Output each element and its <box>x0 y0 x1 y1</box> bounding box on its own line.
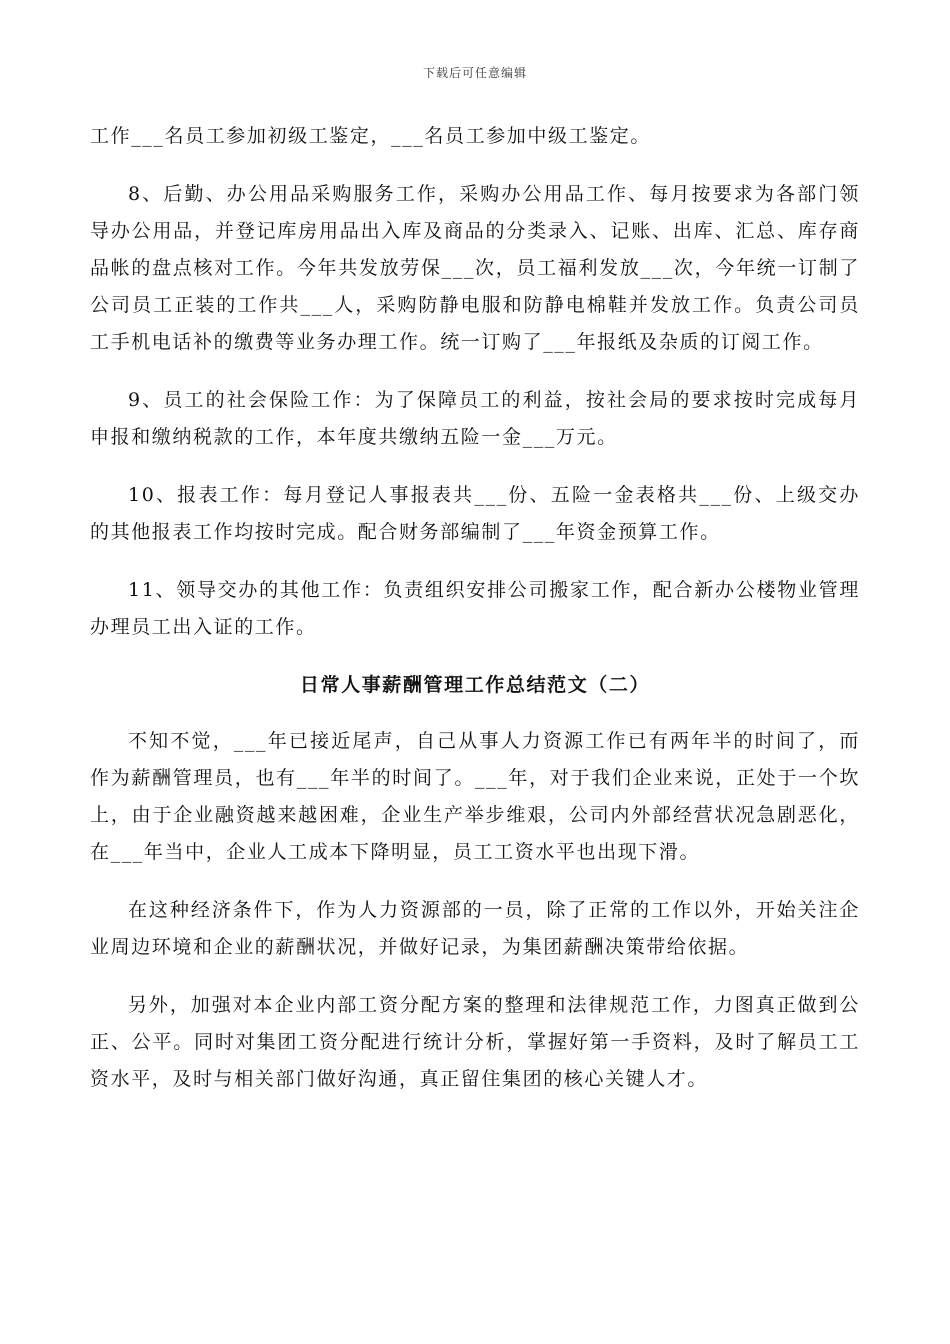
paragraph-item-8: 8、后勤、办公用品采购服务工作，采购办公用品工作、每月按要求为各部门领导办公用品，并登记库房用品出入库及商品的分类录入、记账、出库、汇总、库存商品帐的盘点核对工作。今年共发放劳保___次，员工福利发放___次，今年统一订制了公司员工正装的工作共___人，采购防静电服和防静电棉鞋并发放工作。负责公司员工手机电话补的缴费等业务办理工作。统一订购了___年报纸及杂质的订阅工作。 <box>90 183 860 353</box>
section-paragraph-2: 在这种经济条件下，作为人力资源部的一员，除了正常的工作以外，开始关注企业周边环境和企业的薪酬状况，并做好记录，为集团薪酬决策带给依据。 <box>90 899 860 958</box>
paragraph-item-10: 10、报表工作：每月登记人事报表共___份、五险一金表格共___份、上级交办的其他报表工作均按时完成。配合财务部编制了___年资金预算工作。 <box>90 484 860 543</box>
paragraph-item-11: 11、领导交办的其他工作：负责组织安排公司搬家工作，配合新办公楼物业管理办理员工出入证的工作。 <box>90 579 860 638</box>
paragraph-continuation: 工作___名员工参加初级工鉴定，___名员工参加中级工鉴定。 <box>90 125 652 147</box>
section-paragraph-3: 另外，加强对本企业内部工资分配方案的整理和法律规范工作，力图真正做到公正、公平。同时对集团工资分配进行统计分析，掌握好第一手资料，及时了解员工工资水平，及时与相关部门做好沟通，真正留住集团的核心关键人才。 <box>90 994 860 1090</box>
page-header-note: 下载后可任意编辑 <box>422 66 527 80</box>
section-title: 日常人事薪酬管理工作总结范文（二） <box>299 674 651 696</box>
document-body <box>90 118 860 1119</box>
paragraph-item-9: 9、员工的社会保险工作：为了保障员工的利益，按社会局的要求按时完成每月申报和缴纳税款的工作，本年度共缴纳五险一金___万元。 <box>90 389 860 448</box>
section-paragraph-1: 不知不觉，___年已接近尾声，自己从事人力资源工作已有两年半的时间了，而作为薪酬管理员，也有___年半的时间了。___年，对于我们企业来说，正处于一个坎上，由于企业融资越来越困难，企业生产举步维艰，公司内外部经营状况急剧恶化，在___年当中，企业人工成本下降明显，员工工资水平也出现下滑。 <box>90 730 860 863</box>
